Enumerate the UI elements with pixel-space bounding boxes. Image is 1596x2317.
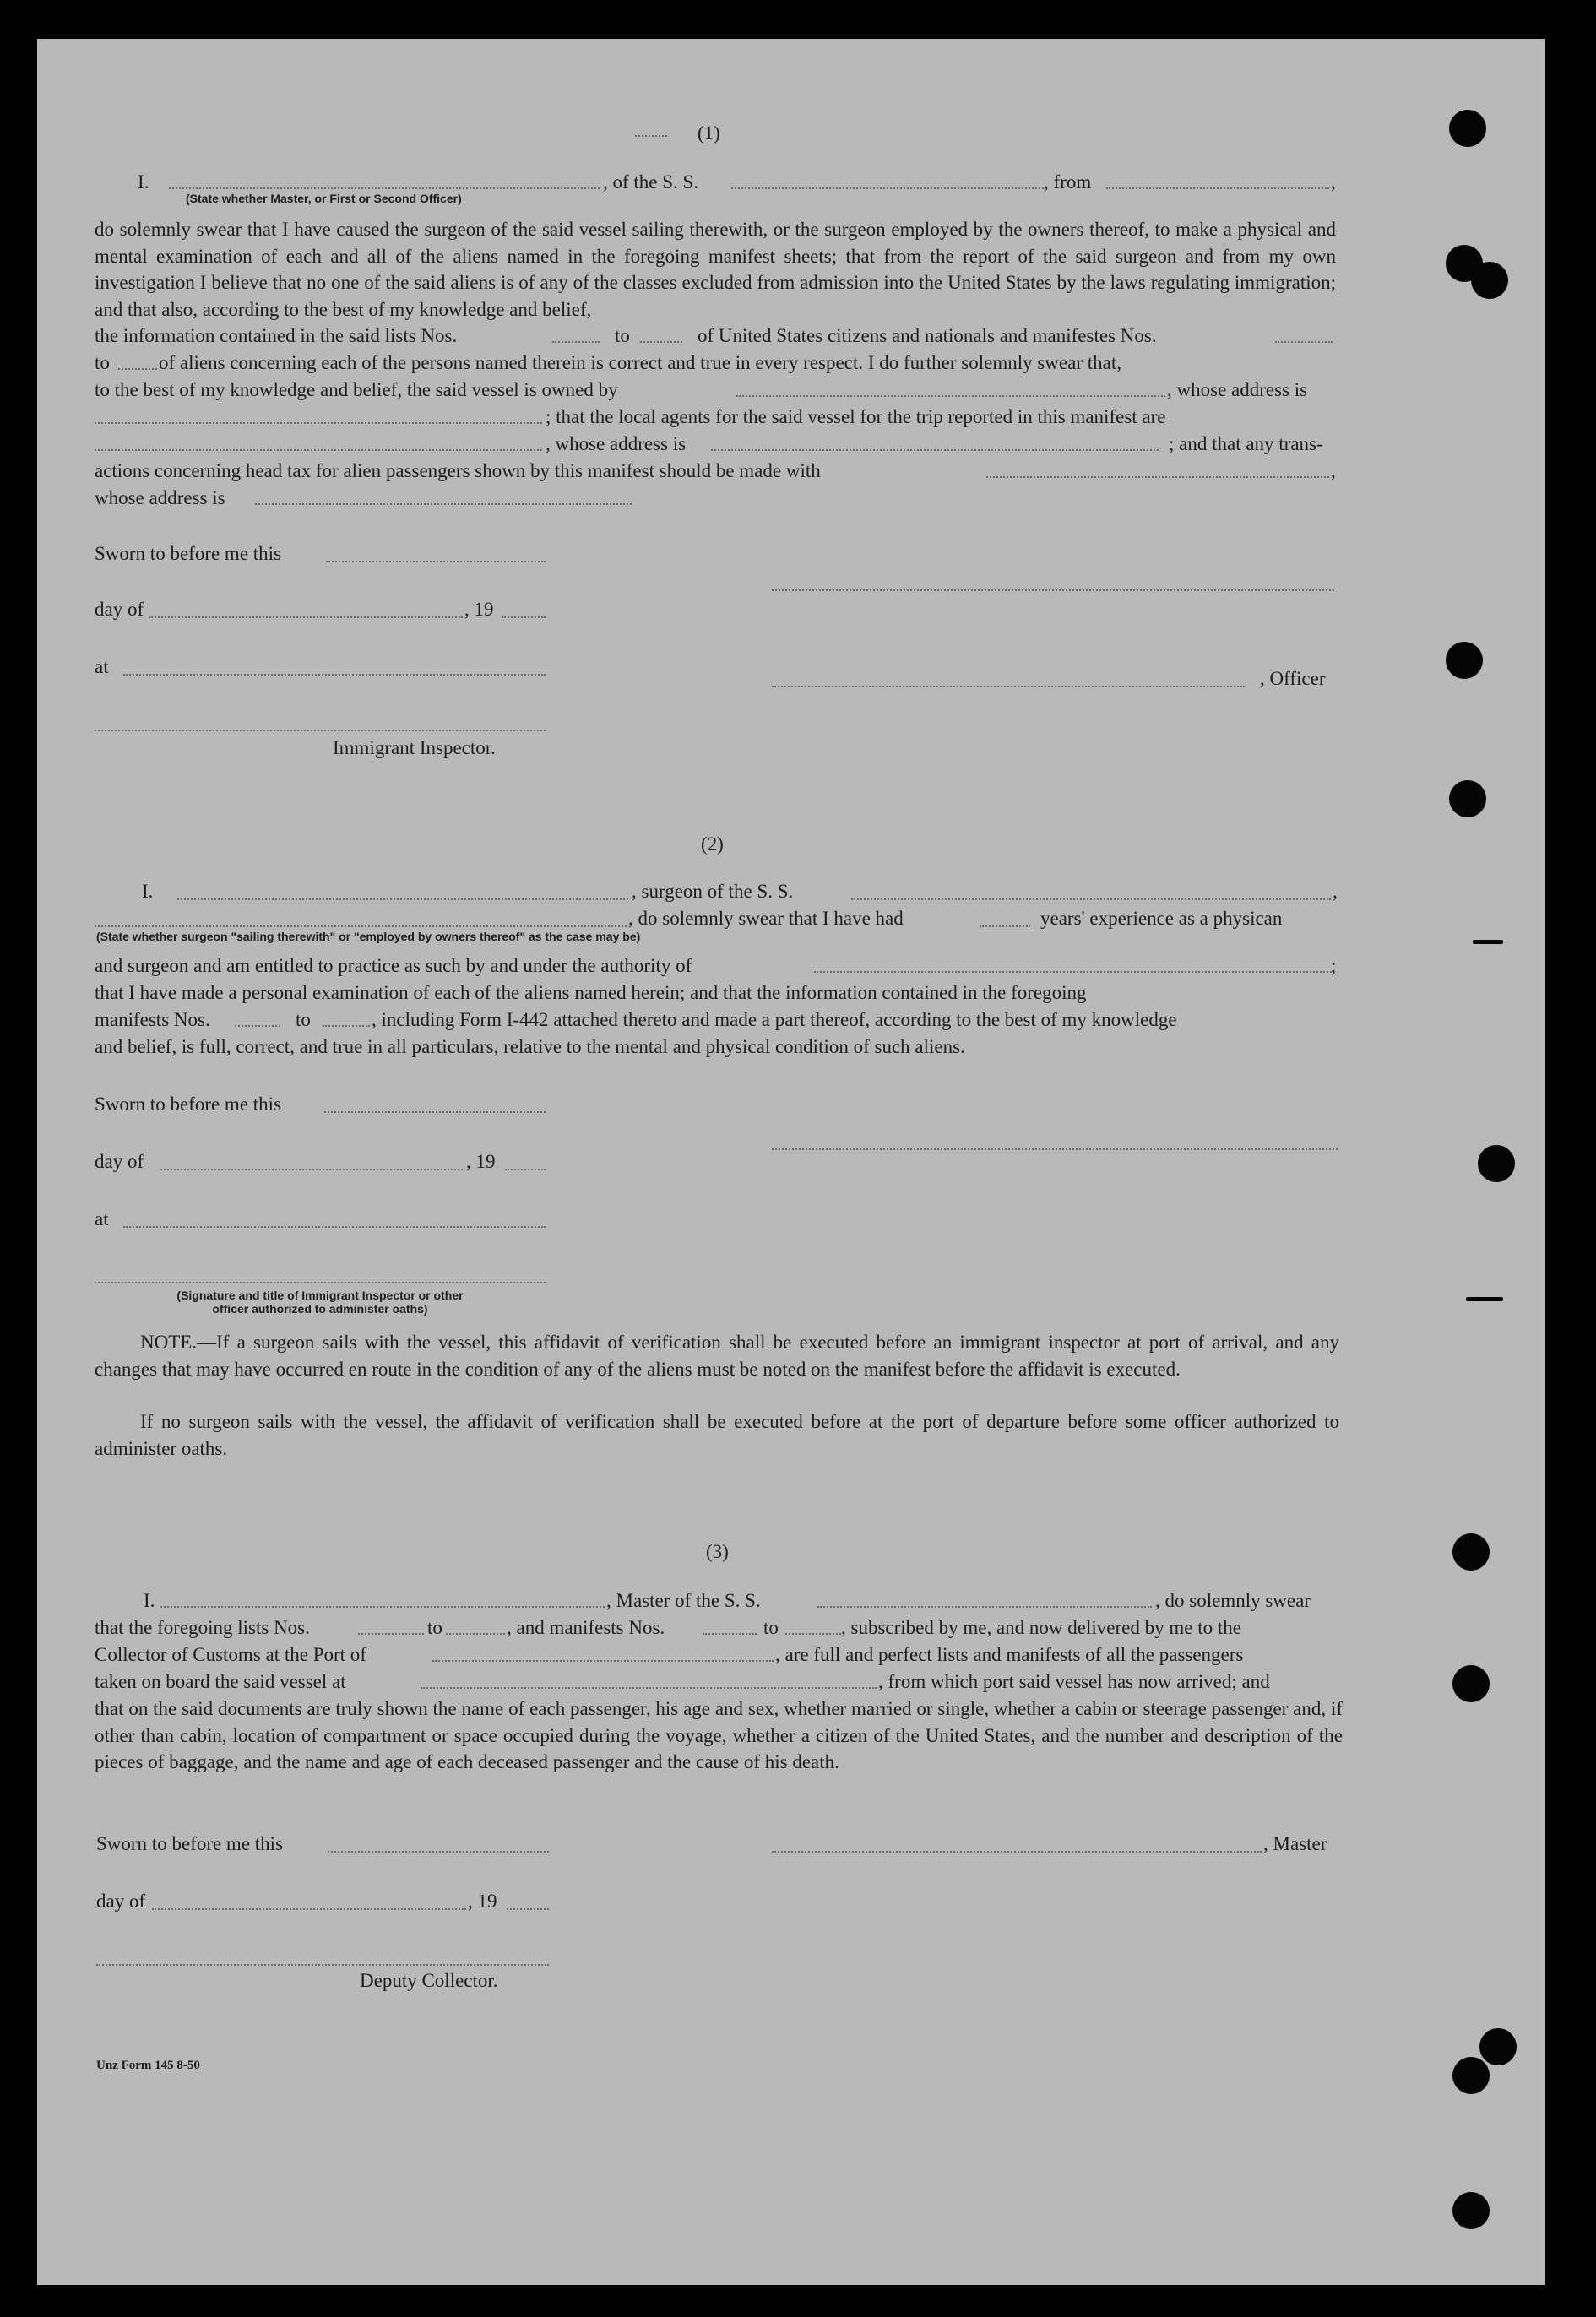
surgeon-status-field[interactable]	[95, 925, 627, 927]
section-2-number: (2)	[701, 833, 724, 855]
s3-year-field[interactable]	[507, 1908, 549, 1910]
s3-line4a: taken on board the said vessel at	[95, 1671, 346, 1692]
s1-year: , 19	[464, 599, 494, 620]
vessel-name-field[interactable]	[731, 187, 1044, 189]
binder-hole	[1452, 2192, 1490, 2229]
lists-to-field[interactable]	[640, 341, 682, 343]
binder-hole	[1452, 1533, 1490, 1571]
s1-line12b: ,	[1331, 460, 1336, 481]
s2-line5b: to	[296, 1009, 311, 1030]
s3-manifests-from-field[interactable]	[703, 1633, 757, 1635]
s1-line10: ; that the local agents for the said vessel for the trip reported in this manifest are	[546, 406, 1166, 427]
s3-line4b: , from which port said vessel has now arrived; and	[878, 1671, 1270, 1692]
s3-master-of: , Master of the S. S.	[606, 1590, 761, 1611]
s2-manifests-to-field[interactable]	[323, 1025, 370, 1027]
s3-lists-from-field[interactable]	[358, 1633, 424, 1635]
owner-field[interactable]	[736, 395, 1165, 397]
s1-at-field[interactable]	[123, 674, 546, 676]
owner-address-field[interactable]	[95, 422, 542, 424]
s1-at: at	[95, 656, 109, 677]
s1-sworn: Sworn to before me this	[95, 543, 282, 564]
departure-port-field[interactable]	[421, 1687, 877, 1689]
s3-line2e: , subscribed by me, and now delivered by me to the	[841, 1617, 1241, 1638]
s2-line3a: and surgeon and am entitled to practice as such by and under the authority of	[95, 955, 692, 976]
s3-year: , 19	[468, 1891, 497, 1912]
s1-line11a: , whose address is	[546, 433, 687, 454]
section-1-paragraph	[95, 216, 1336, 323]
s1-signature-field[interactable]	[772, 589, 1334, 591]
s3-line2a: that the foregoing lists Nos.	[95, 1617, 310, 1638]
binder-hole	[1446, 642, 1483, 679]
collector-port-field[interactable]	[432, 1660, 774, 1662]
section-3-text: that on the said documents are truly shown the name of each passenger, his age and sex, whether married or single, whether a cabin or steerage passenger and, if other than cabin, location of compartment or space occupied during the voyage, whether a citizen of the United States, and the number and description of the pieces of baggage, and the name and age of each deceased passenger and the cause of his death.	[95, 1698, 1343, 1772]
head-tax-address-field[interactable]	[255, 503, 632, 505]
binder-hole	[1449, 110, 1486, 147]
lists-from-field[interactable]	[552, 341, 600, 343]
s2-day: day of	[95, 1151, 144, 1172]
s1-i: I.	[138, 171, 149, 193]
binder-hole	[1452, 2057, 1490, 2094]
s2-sworn: Sworn to before me this	[95, 1093, 282, 1115]
s2-year: , 19	[466, 1151, 496, 1172]
s1-line7b: to	[615, 325, 630, 346]
s1-line7a: the information contained in the said lists Nos.	[95, 325, 458, 346]
note-text-2: If no surgeon sails with the vessel, the affidavit of verification shall be executed before at the port of departure before some officer authorized to administer oaths.	[95, 1411, 1339, 1459]
s2-signature-field[interactable]	[772, 1148, 1338, 1150]
binder-mark	[1466, 1297, 1503, 1301]
officer-rank-hint: (State whether Master, or First or Second Officer)	[186, 192, 462, 205]
note-paragraph-2	[95, 1408, 1339, 1462]
s2-sig-hint-1: (Signature and title of Immigrant Inspector or other	[176, 1289, 464, 1302]
binder-hole	[1471, 262, 1508, 299]
section-1-number: (1)	[698, 122, 720, 144]
s3-line2b: to	[427, 1617, 442, 1638]
note-paragraph	[95, 1329, 1339, 1382]
s1-from: , from	[1044, 171, 1092, 193]
s1-line8b: of aliens concerning each of the persons named therein is correct and true in every respect. I do further solemnly swear that,	[159, 352, 1121, 373]
binder-hole	[1452, 1665, 1490, 1702]
s3-manifests-to-field[interactable]	[785, 1633, 841, 1635]
s2-sig-hint-2: officer authorized to administer oaths)	[212, 1302, 428, 1316]
s3-master-sig-field[interactable]	[772, 1851, 1262, 1853]
binder-hole	[1478, 1145, 1515, 1182]
from-port-field[interactable]	[1106, 187, 1329, 189]
s2-line5a: manifests Nos.	[95, 1009, 210, 1030]
agents-address-field[interactable]	[711, 449, 1159, 451]
s1-sworn-date-field[interactable]	[326, 561, 546, 562]
s1-year-field[interactable]	[502, 616, 546, 618]
s2-line3b: ;	[1331, 955, 1337, 976]
surgeon-status-hint: (State whether surgeon "sailing therewith" or "employed by owners thereof" as the case may be)	[96, 930, 641, 943]
note-text: NOTE.—If a surgeon sails with the vessel, this affidavit of verification shall be executed before an immigrant inspector at port of arrival, and any changes that may have occurred en route in the condition of any of the aliens must be noted on the manifest before the affidavit is executed.	[95, 1332, 1339, 1380]
binder-mark	[1473, 940, 1503, 944]
s3-line2c: , and manifests Nos.	[507, 1617, 665, 1638]
s1-line8a: to	[95, 352, 110, 373]
s2-at-field[interactable]	[123, 1226, 546, 1228]
s3-i: I.	[144, 1590, 155, 1611]
s3-day: day of	[96, 1891, 146, 1912]
s1-of-ss: , of the S. S.	[603, 171, 699, 193]
s2-comma: ,	[1333, 881, 1338, 902]
s3-sworn-date-field[interactable]	[328, 1851, 549, 1853]
s1-line13: whose address is	[95, 487, 225, 508]
s2-day-field[interactable]	[160, 1169, 463, 1170]
rule	[635, 135, 667, 137]
s2-i: I.	[142, 881, 154, 902]
s1-inspector-sig-field[interactable]	[95, 730, 546, 731]
binder-hole	[1479, 2028, 1517, 2065]
section-3-paragraph	[95, 1696, 1343, 1776]
s1-line12a: actions concerning head tax for alien passengers shown by this manifest should be made with	[95, 460, 821, 481]
s3-vessel-field[interactable]	[817, 1606, 1152, 1608]
manifests-to-field[interactable]	[118, 368, 157, 370]
s1-officer-field[interactable]	[772, 686, 1245, 687]
head-tax-contact-field[interactable]	[986, 476, 1329, 478]
s2-surgeon-of: , surgeon of the S. S.	[632, 881, 794, 902]
manifests-from-field[interactable]	[1275, 341, 1333, 343]
s3-day-field[interactable]	[152, 1908, 466, 1910]
officer-rank-field[interactable]	[169, 187, 600, 189]
form-number: Unz Form 145 8-50	[96, 2059, 200, 2072]
s2-at: at	[95, 1208, 109, 1229]
s1-line9a: to the best of my knowledge and belief, the said vessel is owned by	[95, 379, 618, 400]
local-agents-field[interactable]	[95, 449, 542, 451]
s1-day: day of	[95, 599, 144, 620]
section-3-number: (3)	[706, 1541, 729, 1562]
s2-manifests-from-field[interactable]	[235, 1025, 280, 1027]
s2-line6: and belief, is full, correct, and true in all particulars, relative to the mental and physical condition of such aliens.	[95, 1036, 965, 1057]
s2-swear: , do solemnly swear that I have had	[628, 908, 904, 929]
s2-sworn-date-field[interactable]	[324, 1111, 546, 1113]
authority-field[interactable]	[814, 971, 1334, 973]
binder-hole	[1449, 780, 1486, 817]
s3-collector-sig-field[interactable]	[96, 1964, 549, 1966]
s1-line11b: ; and that any trans-	[1169, 433, 1323, 454]
s1-line7c: of United States citizens and nationals and manifestes Nos.	[698, 325, 1157, 346]
s3-line3b: , are full and perfect lists and manifests of all the passengers	[775, 1644, 1244, 1665]
s2-line5c: , including Form I-442 attached thereto and made a part thereof, according to the best of my knowledge	[372, 1009, 1177, 1030]
s2-line4: that I have made a personal examination of each of the aliens named herein; and that the information contained in the foregoing	[95, 982, 1087, 1003]
surgeon-name-field[interactable]	[177, 898, 628, 900]
s2-vessel-field[interactable]	[851, 898, 1331, 900]
s3-line3a: Collector of Customs at the Port of	[95, 1644, 366, 1665]
s2-inspector-sig-field[interactable]	[95, 1282, 546, 1283]
s1-comma: ,	[1331, 171, 1336, 193]
s3-master: , Master	[1263, 1833, 1327, 1854]
s1-inspector: Immigrant Inspector.	[333, 737, 496, 758]
s1-day-field[interactable]	[149, 616, 463, 618]
s2-years: years' experience as a physican	[1040, 908, 1283, 929]
s3-collector: Deputy Collector.	[360, 1970, 498, 1991]
master-name-field[interactable]	[160, 1606, 605, 1608]
s3-lists-to-field[interactable]	[446, 1633, 505, 1635]
years-experience-field[interactable]	[980, 925, 1030, 927]
s2-year-field[interactable]	[505, 1169, 546, 1170]
s3-line2d: to	[763, 1617, 779, 1638]
s3-sworn: Sworn to before me this	[96, 1833, 284, 1854]
s3-swear: , do solemnly swear	[1155, 1590, 1311, 1611]
section-1-text: do solemnly swear that I have caused the surgeon of the said vessel sailing therewith, or the surgeon employed by the owners thereof, to make a physical and mental examination of each and all of the aliens named in the foregoing manifest sheets; that from the report of the said surgeon and from my own investigation I believe that no one of the said aliens is of any of the classes excluded from admission into the United States by the laws regulating immigration; and that also, according to the best of my knowledge and belief,	[95, 219, 1336, 320]
s1-line9b: , whose address is	[1167, 379, 1308, 400]
s1-officer: , Officer	[1260, 668, 1326, 689]
